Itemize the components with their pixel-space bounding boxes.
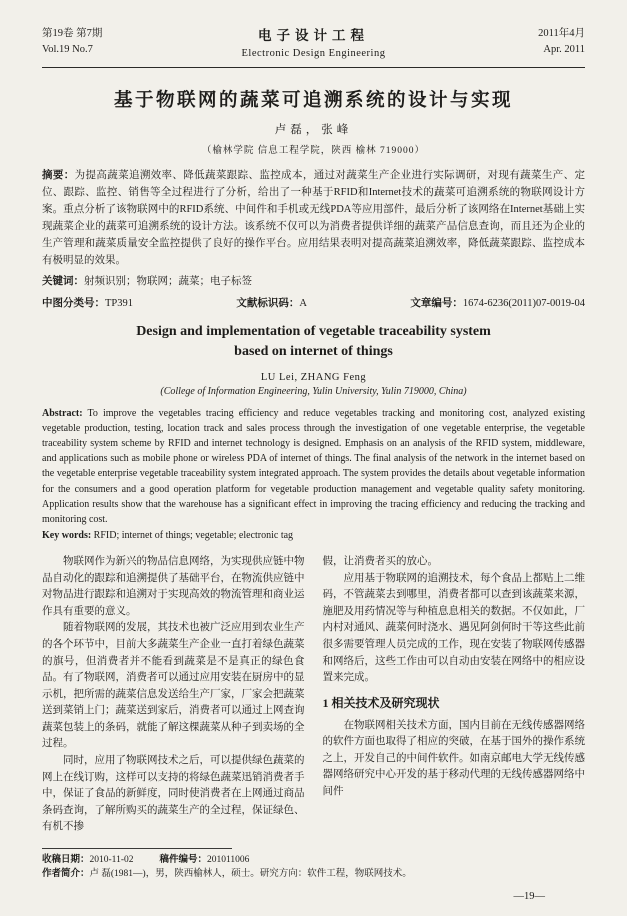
volume-info (42, 26, 162, 58)
abstract-cn-label: 摘要： (42, 170, 75, 181)
doc-code-label: 文献标识码： (236, 298, 300, 309)
volume-cn: 第19卷 第7期 (42, 28, 103, 39)
affiliation-cn: （榆林学院 信息工程学院，陕西 榆林 719000） (201, 146, 426, 156)
received-line (42, 853, 585, 868)
journal-header (42, 26, 585, 68)
issue-date-en: Apr. 2011 (543, 43, 585, 55)
header-divider (42, 67, 585, 68)
article-no-value: 1674-6236(2011)07-0019-04 (462, 298, 585, 309)
footnote-divider (42, 848, 232, 849)
bio-value: 卢 磊(1981—)，男，陕西榆林人，硕士。研究方向：软件工程，物联网技术。 (89, 869, 412, 880)
document-code (236, 295, 307, 310)
keywords-cn-text: 射频识别；物联网；蔬菜；电子标签 (84, 276, 252, 287)
journal-title-en: Electronic Design Engineering (241, 48, 386, 60)
manuscript-value: 201011006 (207, 854, 250, 865)
clc-number (42, 295, 133, 310)
doc-code-value: A (299, 298, 307, 309)
body-paragraph: 随着物联网的发展，其技术也被广泛应用到农业生产的各个环节中，目前大多蔬菜生产企业一直打着绿色蔬菜的旗号，但消费者并不能看到蔬菜是不是真正的绿色食品。有了物联网，消费者可以通过应用安装在厨房中的显示机，把所需的蔬菜信息发送给生产厂家，厂家会把蔬菜送到菜销上门；蔬菜送到家后，消费者可以通过上网查询蔬菜包装上的条码，就能了解这棵蔬菜从种子到卖场的全过程。 (42, 622, 305, 750)
volume-en: Vol.19 No.7 (42, 43, 93, 55)
body-paragraph: 应用基于物联网的追溯技术，每个食品上都贴上二维码，不管蔬菜去到哪里，消费者都可以查到该蔬菜来源，施肥及用药情况等与种植息息相关的数据。不仅如此，厂内村对通风、蔬菜何时浇水、遇见阿剑何时干等这些此前很多需要管理人员完成的工作，现在安装了物联网传感器和网络后，这些工作由可以自动由安装在网络中的相应设置来完成。 (322, 572, 585, 684)
clc-label: 中图分类号： (42, 298, 105, 309)
body-paragraph: 同时，应用了物联网技术之后，可以提供绿色蔬菜的网上在线订购，这样可以支持的将绿色蔬菜迅销消费者手中，保证了食品的新鲜度，同时使消费者在上网通过商品条码查询，了解所购买的蔬菜生产的全过程，保证绿色、有机不掺 (42, 755, 305, 833)
manuscript-label: 稿件编号： (159, 854, 208, 865)
bio-label: 作者简介： (42, 869, 90, 880)
journal-title-cn: 电子设计工程 (258, 28, 369, 43)
keywords-cn (42, 273, 585, 288)
author-list-en: LU Lei, ZHANG Feng (260, 371, 367, 383)
abstract-en (42, 406, 585, 528)
body-column-right (323, 554, 586, 836)
article-title-cn: 基于物联网的蔬菜可追溯系统的设计与实现 (113, 91, 513, 111)
clc-value: TP391 (105, 298, 134, 309)
keywords-cn-label: 关键词： (42, 276, 84, 287)
issue-date (465, 26, 585, 58)
article-number (410, 295, 585, 310)
issue-date-cn: 2011年4月 (538, 28, 585, 39)
body-columns (42, 554, 585, 836)
classification-row (42, 295, 585, 310)
keywords-en-label: Key words: (42, 530, 92, 542)
section-heading-1: 1 相关技术及研究现状 (322, 695, 440, 710)
article-title-en (42, 322, 585, 363)
body-paragraph-continuation: 假，让消费者买的放心。 (322, 556, 438, 568)
body-column-left (42, 554, 305, 836)
journal-title-block (162, 26, 465, 62)
affiliation-en: (College of Information Engineering, Yulin University, Yulin 719000, China) (160, 385, 467, 397)
author-list-cn: 卢磊，张峰 (274, 124, 353, 136)
abstract-cn (42, 167, 585, 269)
page-number: —19— (513, 891, 545, 902)
article-title-en-line1: Design and implementation of vegetable traceability system (136, 324, 491, 339)
keywords-en (42, 530, 585, 541)
article-no-label: 文章编号： (410, 298, 463, 309)
abstract-en-label: Abstract: (42, 407, 83, 419)
author-bio-line (42, 867, 585, 882)
received-label: 收稿日期： (42, 854, 90, 865)
body-paragraph: 物联网作为新兴的物品信息网络，为实现供应链中物品自动化的跟踪和追溯提供了基础平台，在物流供应链中对物品进行跟踪和追溯对于实现高效的物流管理和商业运作具有重要的意义。 (42, 556, 305, 617)
abstract-cn-text: 为提高蔬菜追溯效率、降低蔬菜跟踪、监控成本，通过对蔬菜生产企业进行实际调研，对现有蔬菜生产、定位、跟踪、监控、销售等全过程进行了分析，给出了一种基于RFID和Internet技术的蔬菜可追溯系统的物联网设计方案。重点分析了该物联网中的RFID系统、中间件和手机或无线PDA等应用部件，最后分析了该网络在Internet基础上实现蔬菜企业的蔬菜可追溯系统的设计方法。该系统不仅可以为消费者提供详细的蔬菜产品信息查询，而且还为企业的生产管理和蔬菜质量安全监控提供了良好的操作平台。应用结果表明对提高蔬菜追溯效率，降低蔬菜跟踪、监控成本有极明显的效果。 (42, 170, 586, 266)
keywords-en-text: RFID; internet of things; vegetable; electronic tag (93, 530, 294, 542)
received-value: 2010-11-02 (89, 854, 134, 865)
abstract-en-text: To improve the vegetables tracing efficiency and reduce vegetables tracking and monitoring cost, analyzed existing vegetable production, testing, location track and sales process through the investigation of one vegetable enterprise, the vegetable traceability system scheme by RFID and internet technology is designed. Emphasis on an analysis of the RFID system, middleware, and applications such as mobile phone or wireless PDA of internet of things. The final analysis of the network in the internet based on the vegetable enterprise vegetable traceability system integrated approach. The system provides the details about vegetable information for the consumers and a good operation platform for vegetable production management and vegetable quality safety monitoring. Application results show that the warehouse has a significant effect in improving the tracing efficiency and reducing the tracking and monitoring cost. (42, 407, 585, 525)
page-footer (42, 848, 585, 902)
article-title-en-line2: based on internet of things (234, 344, 393, 360)
body-paragraph: 在物联网相关技术方面，国内目前在无线传感器网络的软件方面也取得了相应的突破，在基于国外的操作系统之上，开发自己的中间件软件。如南京邮电大学无线传感器网络研究中心开发的基于移动代理的无线传感器网络中间件 (322, 719, 585, 797)
